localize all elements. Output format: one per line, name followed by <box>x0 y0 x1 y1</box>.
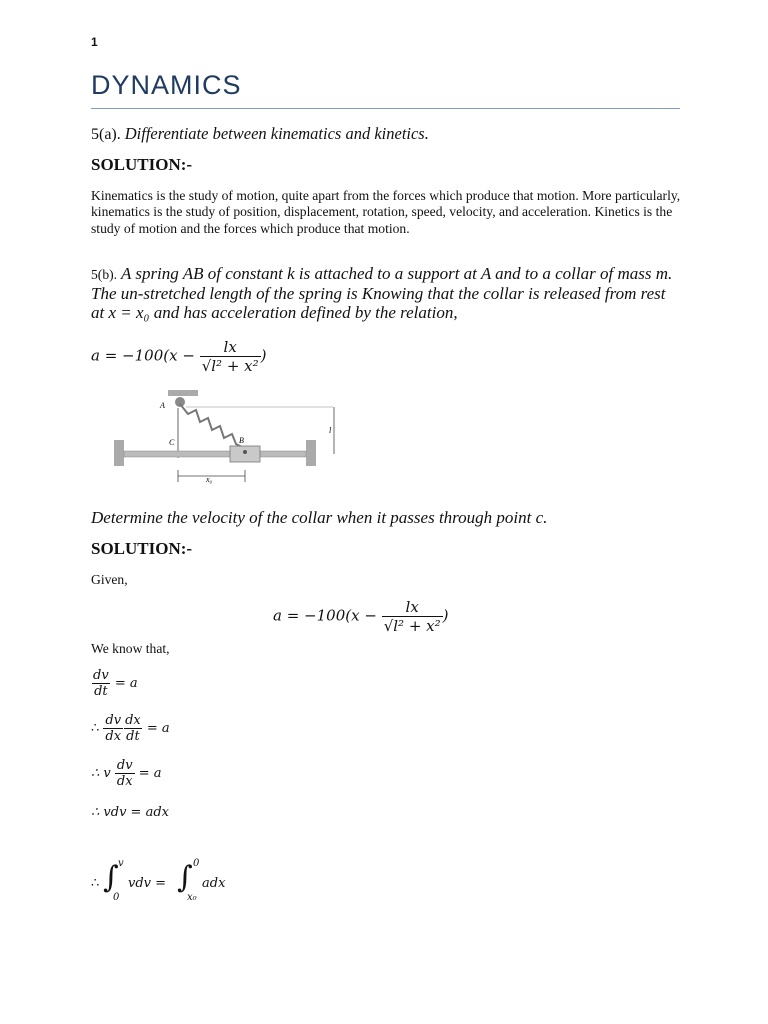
step-3-prefix: ∴ v <box>91 766 111 781</box>
integral-2-upper: 0 <box>193 858 200 869</box>
question-5a <box>91 124 429 144</box>
equation-2-numerator: lx <box>405 598 419 616</box>
step-2-fraction-1 <box>103 713 123 744</box>
step-1-fraction <box>91 668 111 699</box>
step-1 <box>91 668 138 699</box>
question-5b <box>91 264 681 322</box>
equation-numerator: lx <box>223 338 237 356</box>
equation-fraction <box>200 338 261 375</box>
label-b: B <box>239 436 244 445</box>
solution-heading-1: SOLUTION:- <box>91 155 193 174</box>
equation-2-close: ) <box>442 606 449 625</box>
support-bracket <box>168 390 198 396</box>
equation-2-lhs: a = −100(x − <box>273 606 377 625</box>
equation-denominator: √l² + x² <box>201 357 259 375</box>
label-a: A <box>160 401 165 410</box>
left-wall <box>114 440 124 466</box>
step-5-prefix: ∴ <box>91 876 100 891</box>
page-title: DYNAMICS <box>91 70 242 100</box>
kinematics-paragraph: Kinematics is the study of motion, quite apart from the forces which produce that motion. More particularly, kinematics is the study of position, displacement, rotation, speed, velocity, and acceleration. Kinetics is the study of motion and the forces which produce that motion. <box>91 188 681 236</box>
question-5a-label: 5(a). <box>91 126 121 143</box>
label-x0: x₀ <box>206 475 213 484</box>
step-2-den-2: dt <box>126 729 140 744</box>
step-1-rhs: = a <box>114 676 138 691</box>
we-know-label: We know that, <box>91 641 170 656</box>
integral-sign-1: ∫ <box>103 860 119 895</box>
integral-1-upper: v <box>118 858 124 869</box>
label-l: l <box>329 426 332 435</box>
equation-lhs: a = −100(x − <box>91 346 195 365</box>
step-3-rhs: = a <box>138 766 162 781</box>
question-5a-text: Differentiate between kinematics and kinetics. <box>124 124 429 143</box>
step-2-fraction-2 <box>123 713 143 744</box>
question-5b-determine: Determine the velocity of the collar when it passes through point c. <box>91 508 548 527</box>
pin-b <box>243 450 247 454</box>
question-5b-text: A spring AB of constant k is attached to a support at A and to a collar of mass m. The un-stretched length of the spring is Knowing that the collar is released from rest at x = x₀ and has acceleration defined by the relation, <box>91 264 673 322</box>
step-3-den: dx <box>116 774 133 789</box>
equation-2-fraction <box>382 598 443 635</box>
step-3-num: dv <box>116 758 133 773</box>
step-2-num-2: dx <box>125 713 141 728</box>
page-number: 1 <box>91 35 98 49</box>
rod <box>124 451 306 457</box>
integral-sign-2: ∫ <box>177 860 193 895</box>
step-2-den-1: dx <box>105 729 122 744</box>
acceleration-equation-2 <box>273 598 449 635</box>
step-1-num: dv <box>93 668 109 683</box>
step-3-fraction <box>115 758 135 789</box>
step-1-den: dt <box>94 684 108 699</box>
equation-2-denominator: √l² + x² <box>383 617 441 635</box>
solution-heading-2: SOLUTION:- <box>91 539 193 558</box>
label-c: C <box>169 438 175 447</box>
integral-2-body: adx <box>202 876 226 891</box>
spring <box>180 404 244 448</box>
step-2-rhs: = a <box>146 721 170 736</box>
integral-1-lower: 0 <box>113 892 120 903</box>
question-5b-label: 5(b). <box>91 267 118 282</box>
step-2-prefix: ∴ <box>91 721 100 736</box>
acceleration-equation <box>91 338 267 375</box>
step-4: ∴ vdv = adx <box>91 805 169 820</box>
given-label: Given, <box>91 572 128 587</box>
equation-close: ) <box>260 346 267 365</box>
step-2 <box>91 713 170 744</box>
step-3 <box>91 758 161 789</box>
step-5 <box>91 858 291 908</box>
right-wall <box>306 440 316 466</box>
step-2-num-1: dv <box>105 713 122 728</box>
integral-1-body: vdv = <box>128 876 167 891</box>
spring-collar-figure <box>108 388 348 488</box>
title-divider <box>91 108 680 109</box>
integral-2-lower: x₀ <box>187 892 197 903</box>
